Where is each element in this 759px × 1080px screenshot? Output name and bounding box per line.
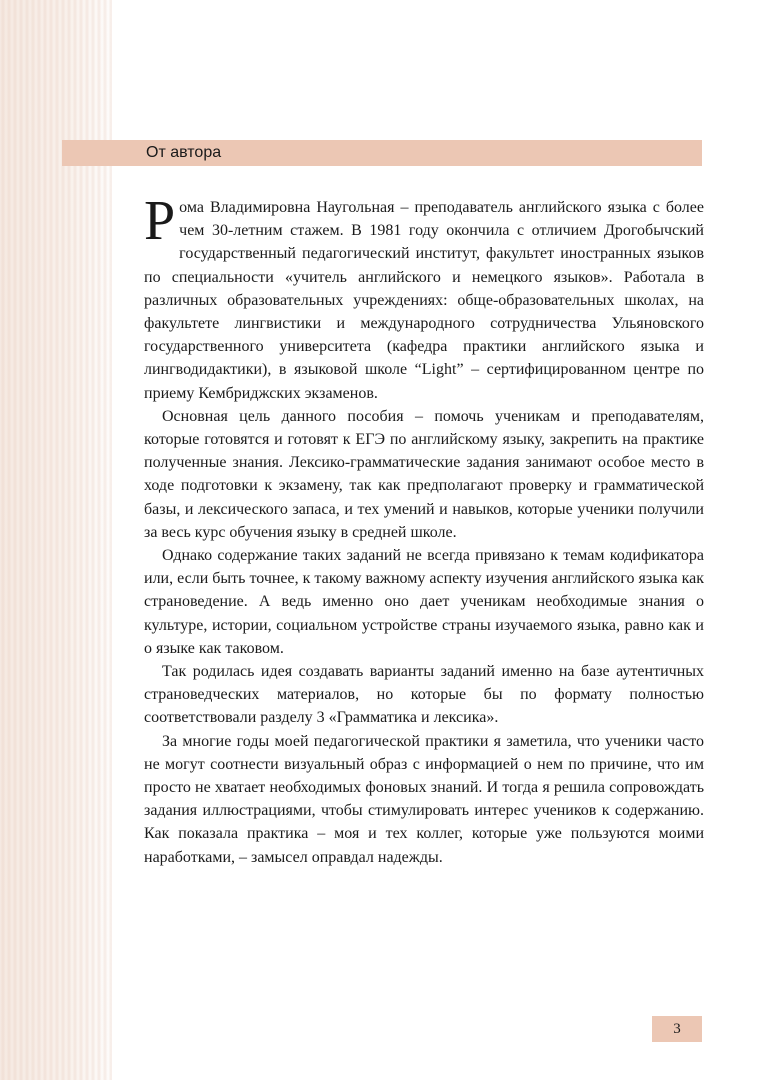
paragraph-1-text: ома Владимировна Наугольная – преподаватель английского языка с более чем 30-летним стажем. В 1981 году окончила с отличием Дрогобычский государственный педагогический институт, факультет иностранных языков по специальности «учитель английского и немецкого языков». Работала в различных образовательных учреждениях: обще-образовательных школах, на факультете лингвистики и международного сотрудничества Ульяновского государственного университета (кафедра практики английского языка и лингводидактики), в языковой школе “Light” – сертифицированном центре по приему Кембриджских экзаменов. <box>144 199 704 402</box>
paragraph-4: Так родилась идея создавать варианты заданий именно на базе аутентичных страноведческих материалов, но которые бы по формату полностью соответствовали разделу 3 «Грамматика и лексика». <box>144 663 704 727</box>
page-number: 3 <box>673 1021 681 1037</box>
paragraph-3: Однако содержание таких заданий не всегда привязано к темам кодификатора или, если быть точнее, к такому важному аспекту изучения английского языка как страноведение. А ведь именно оно дает ученикам необходимые знания о культуре, истории, социальном устройстве страны изучаемого языка, равно как и о языке как таковом. <box>144 547 704 657</box>
paragraph-2: Основная цель данного пособия – помочь ученикам и преподавателям, которые готовятся и готовят к ЕГЭ по английскому языку, закрепить на практике полученные знания. Лексико-грамматические задания занимают особое место в ходе подготовки к экзамену, так как предполагают проверку и грамматической базы, и лексического запаса, и тех умений и навыков, которые ученики получили за весь курс обучения языку в средней школе. <box>144 407 704 541</box>
section-heading-bar <box>62 140 702 166</box>
section-title: От автора <box>146 144 222 161</box>
page-number-bar <box>652 1016 702 1042</box>
drop-cap: Р <box>144 190 176 252</box>
paragraph-5: За многие годы моей педагогической практики я заметила, что ученики часто не могут соотнести визуальный образ с информацией о нем по причине, что им просто не хватает необходимых фоновых знаний. И тогда я решила сопровождать задания иллюстрациями, чтобы стимулировать интерес учеников к содержанию. Как показала практика – моя и тех коллег, которые уже пользуются моими наработками, – замысел оправдал надежды. <box>144 732 704 866</box>
paragraph-1 <box>144 190 704 405</box>
body-text <box>144 190 704 869</box>
